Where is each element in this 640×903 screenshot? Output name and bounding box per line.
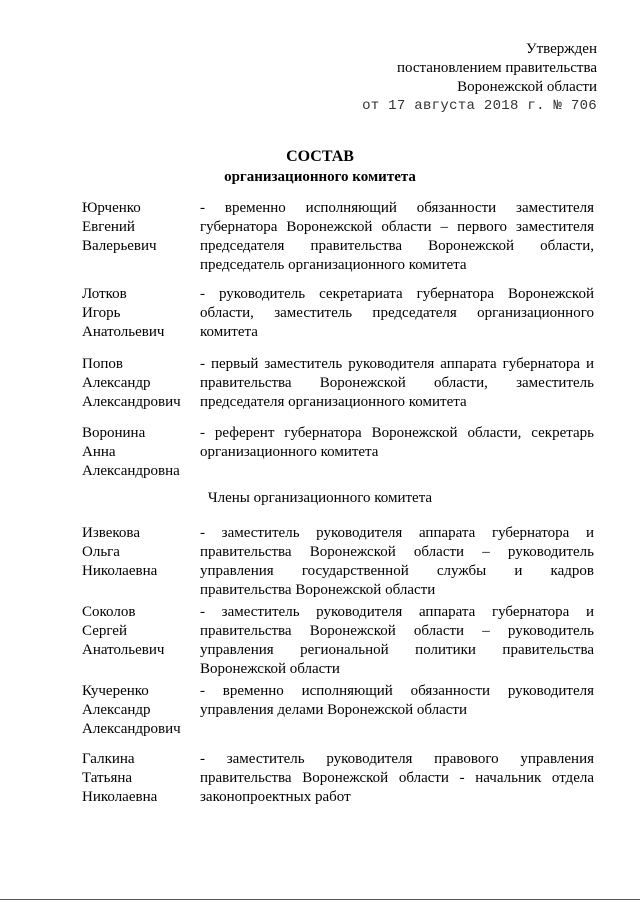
position-line: - временно исполняющий обязанности заместителя (200, 200, 594, 216)
position-line: - временно исполняющий обязанности руководителя (200, 683, 594, 699)
member-position (200, 199, 594, 275)
surname: Галкина (82, 751, 135, 767)
member-position (200, 285, 594, 342)
patronymic: Анатольевич (82, 642, 165, 658)
first-name: Ольга (82, 544, 120, 560)
approval-line-2: постановлением правительства (396, 60, 597, 76)
patronymic: Александровна (82, 463, 180, 479)
surname: Извекова (82, 525, 140, 541)
member-name (82, 355, 194, 412)
surname: Попов (82, 356, 123, 372)
patronymic: Анатольевич (82, 324, 165, 340)
position-line: управления делами Воронежской области (200, 702, 468, 718)
member-position (200, 750, 594, 807)
patronymic: Александрович (82, 721, 181, 737)
patronymic: Николаевна (82, 563, 158, 579)
document-title (0, 147, 640, 187)
position-line: управления государственной службы и кадров (200, 563, 594, 579)
position-line: организационного комитета (200, 444, 379, 460)
position-line: управления региональной политики правительства (200, 642, 594, 658)
member-position (200, 355, 594, 412)
first-name: Игорь (82, 305, 121, 321)
position-line: правительства Воронежской области – руководитель (200, 623, 594, 639)
approval-block (362, 40, 597, 116)
position-line: комитета (200, 324, 258, 340)
member-name (82, 524, 194, 581)
position-line: области, заместитель председателя организационного (200, 305, 594, 321)
position-line: - заместитель руководителя аппарата губернатора и (200, 604, 594, 620)
position-line: законопроектных работ (200, 789, 351, 805)
member-name (82, 750, 194, 807)
title-main: СОСТАВ (286, 148, 354, 165)
member-name (82, 424, 194, 481)
surname: Юрченко (82, 200, 141, 216)
position-line: Воронежской области (200, 661, 340, 677)
position-line: правительства Воронежской области (200, 582, 436, 598)
member-name (82, 603, 194, 660)
position-line: губернатора Воронежской области – первого заместителя (200, 219, 594, 235)
first-name: Александр (82, 375, 151, 391)
approval-line-1: Утвержден (525, 41, 597, 57)
patronymic: Валерьевич (82, 238, 157, 254)
member-name (82, 285, 194, 342)
first-name: Евгений (82, 219, 135, 235)
approval-date-stamp: от 17 августа 2018 г. № 706 (362, 98, 597, 114)
position-line: председатель организационного комитета (200, 257, 467, 273)
position-line: правительства Воронежской области, заместитель (200, 375, 594, 391)
surname: Кучеренко (82, 683, 149, 699)
member-position (200, 524, 594, 600)
member-name (82, 682, 194, 739)
position-line: правительства Воронежской области – руководитель (200, 544, 594, 560)
surname: Соколов (82, 604, 136, 620)
page-bottom-rule (0, 899, 640, 900)
patronymic: Александрович (82, 394, 181, 410)
first-name: Сергей (82, 623, 127, 639)
surname: Лотков (82, 286, 127, 302)
member-position (200, 603, 594, 679)
patronymic: Николаевна (82, 789, 158, 805)
position-line: - референт губернатора Воронежской области, секретарь (200, 425, 594, 441)
first-name: Татьяна (82, 770, 133, 786)
position-line: - первый заместитель руководителя аппарата губернатора и (200, 356, 594, 372)
surname: Воронина (82, 425, 146, 441)
member-position (200, 424, 594, 462)
position-line: председателя организационного комитета (200, 394, 467, 410)
first-name: Анна (82, 444, 116, 460)
position-line: - заместитель руководителя правового управления (200, 751, 594, 767)
member-name (82, 199, 194, 256)
position-line: - руководитель секретариата губернатора Воронежской (200, 286, 594, 302)
approval-line-3: Воронежской области (457, 79, 597, 95)
position-line: - заместитель руководителя аппарата губернатора и (200, 525, 594, 541)
position-line: председателя правительства Воронежской области, (200, 238, 594, 254)
position-line: правительства Воронежской области - начальник отдела (200, 770, 594, 786)
member-position (200, 682, 594, 720)
members-heading: Члены организационного комитета (207, 490, 433, 506)
first-name: Александр (82, 702, 151, 718)
title-sub: организационного комитета (224, 169, 416, 185)
